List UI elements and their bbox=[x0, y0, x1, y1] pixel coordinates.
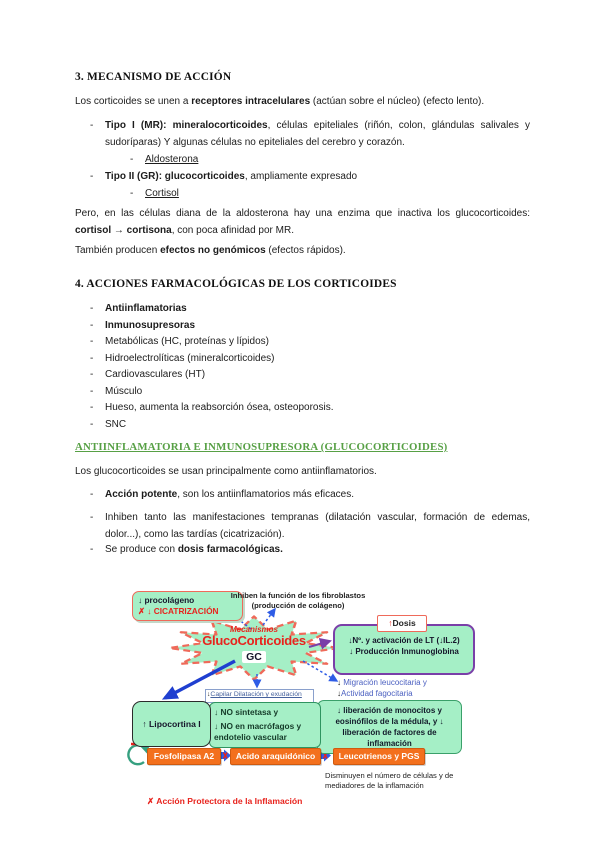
no-box bbox=[209, 702, 321, 748]
text-run-bold: cortisol → cortisona bbox=[75, 225, 172, 236]
list-item bbox=[90, 417, 530, 434]
no-line2: ↓ NO en macrófagos y endotelio vascular bbox=[214, 721, 302, 742]
fibroblastos-line1: Inhiben la función de los fibroblastos bbox=[230, 591, 366, 600]
bullet-dash: - bbox=[90, 512, 94, 523]
arrow-star-to-fibroblastos bbox=[263, 609, 275, 625]
text-run: , células epiteliales (riñón, colon, glándulas salivales y sudoríparas) Y algunas células no epiteliales del cerebro y corazón. bbox=[105, 120, 530, 148]
bullet-dash: - bbox=[90, 402, 94, 413]
accion-protectora-note: ✗ Acción Protectora de la Inflamación bbox=[147, 796, 303, 806]
text-run: , ampliamente expresado bbox=[244, 171, 358, 182]
capilar-label bbox=[205, 689, 314, 703]
bullet-text: Inhiben tanto las manifestaciones tempranas (dilatación vascular, formación de edemas, dolor...), como las tardías (cicatrización). bbox=[105, 512, 530, 540]
text-run: Los corticoides se unen a bbox=[75, 96, 192, 107]
acciones-list bbox=[90, 301, 530, 433]
bullet-text bbox=[105, 168, 530, 185]
bullet-dash: - bbox=[130, 154, 134, 165]
list-item bbox=[90, 384, 530, 401]
bullet-tipo-2 bbox=[90, 168, 530, 185]
monocitos-box: ↓ liberación de monocitos y eosinófilos de la médula, y ↓ liberación de factores de inflamación bbox=[317, 700, 462, 754]
bullet-dash: - bbox=[90, 418, 94, 430]
text-run-bold: efectos no genómicos bbox=[160, 245, 266, 256]
bullet-text bbox=[105, 541, 530, 558]
bullet-dash: - bbox=[90, 120, 94, 131]
text-run-bold: dosis farmacológicas. bbox=[177, 544, 283, 555]
list-item-text: Cardiovasculares (HT) bbox=[105, 369, 206, 380]
gc-label: GC bbox=[242, 651, 266, 663]
bullet-dash: - bbox=[90, 385, 94, 397]
text-run-bold: receptores intracelulares bbox=[191, 96, 311, 107]
down-arrow-icon: ↓ bbox=[207, 691, 211, 698]
down-arrow-icon: ↓ bbox=[337, 678, 344, 687]
text-run: (efectos rápidos). bbox=[265, 245, 346, 256]
list-item bbox=[90, 400, 530, 417]
paragraph-cortisol-cortisona bbox=[75, 205, 530, 239]
section-4-heading: 4. ACCIONES FARMACOLÓGICAS DE LOS CORTICOIDES bbox=[75, 278, 397, 290]
paragraph-glucocorticoides-uso: Los glucocorticoides se usan principalmente como antiinflamatorios. bbox=[75, 466, 377, 477]
bullet-inhiben bbox=[90, 509, 530, 543]
text-run: , con poca afinidad por MR. bbox=[171, 225, 294, 236]
paragraph-receptores bbox=[75, 93, 530, 110]
down-arrow-icon: ↓ bbox=[337, 689, 341, 698]
migracion-line bbox=[337, 677, 427, 688]
aldosterona-label: Aldosterona bbox=[145, 154, 199, 165]
list-item-text: Inmunosupresoras bbox=[105, 319, 196, 331]
migracion-text: Migración leucocitaria y bbox=[343, 678, 427, 687]
fagocitaria-text: Actividad fagocitaria bbox=[341, 689, 413, 698]
starburst-labels bbox=[175, 625, 333, 665]
cortisol-label: Cortisol bbox=[145, 188, 179, 199]
list-item bbox=[90, 367, 530, 384]
bullet-dash: - bbox=[90, 369, 94, 380]
list-item-text: Antiinflamatorias bbox=[105, 303, 187, 314]
bullet-dash: - bbox=[90, 336, 94, 347]
list-item-text: Hueso, aumenta la reabsorción ósea, osteoporosis. bbox=[105, 402, 334, 413]
bullet-dash: - bbox=[90, 489, 94, 500]
list-item bbox=[90, 351, 530, 368]
list-item-text: Músculo bbox=[105, 385, 143, 397]
lt-line2: ↓ Producción Inmunoglobina bbox=[349, 647, 459, 656]
inhibition-loop-arrow bbox=[128, 745, 147, 764]
text-run: (actúan sobre el núcleo) (efecto lento). bbox=[310, 96, 485, 107]
list-item-text: Metabólicas (HC, proteínas y lípidos) bbox=[105, 336, 269, 347]
glucocorticoides-label: GlucoCorticoides bbox=[202, 633, 306, 648]
bullet-text bbox=[105, 486, 530, 503]
section-3-heading: 3. MECANISMO DE ACCIÓN bbox=[75, 71, 232, 83]
dosis-text: Dosis bbox=[392, 618, 416, 628]
procolageno-box bbox=[132, 591, 243, 621]
fibroblastos-line2: (producción de colágeno) bbox=[251, 601, 345, 610]
list-item-text: SNC bbox=[105, 418, 127, 430]
text-run: También producen bbox=[75, 245, 161, 256]
lipocortina-box: ↑ Lipocortina I bbox=[132, 701, 211, 747]
lt-line1: ↓Nº. y activación de LT (↓IL.2) bbox=[348, 636, 460, 645]
bullet-dash: - bbox=[90, 171, 94, 182]
mecanismos-label: Mecanismos bbox=[229, 625, 279, 634]
text-run-bold: Tipo II (GR): glucocorticoides bbox=[105, 171, 245, 182]
no-line1: ↓ NO sintetasa y bbox=[214, 707, 279, 717]
bullet-dash: - bbox=[90, 319, 94, 331]
dosis-tag bbox=[377, 615, 427, 632]
sub-bullet-cortisol bbox=[130, 185, 430, 202]
text-run: , son los antiinflamatorios más eficaces. bbox=[177, 489, 354, 500]
bullet-dosis bbox=[90, 541, 530, 558]
fosfolipasa-box: Fosfolipasa A2 bbox=[147, 748, 221, 765]
sub-bullet-aldosterona bbox=[130, 151, 430, 168]
text-run-bold: Acción potente bbox=[105, 489, 178, 500]
leucotrienos-box: Leucotrienos y PGS bbox=[333, 748, 425, 765]
bullet-dash: - bbox=[90, 544, 94, 555]
list-item bbox=[90, 301, 530, 318]
capilar-text: Capilar Dilatación y exudación bbox=[210, 691, 302, 698]
list-item bbox=[90, 334, 530, 351]
bullet-accion-potente bbox=[90, 486, 530, 503]
acido-araquidonico-box: Acido araquidónico bbox=[230, 748, 321, 765]
procolageno-line1: ↓ procolágeno bbox=[138, 595, 195, 605]
cicatrizacion-line: ✗ ↓ CICATRIZACIÓN bbox=[138, 606, 219, 616]
up-arrow-icon: ↑ bbox=[388, 618, 393, 628]
disminuyen-note: Disminuyen el número de células y de mediadores de la inflamación bbox=[325, 771, 454, 790]
bullet-text bbox=[105, 117, 530, 151]
text-run: Se produce con bbox=[105, 544, 178, 555]
list-item bbox=[90, 318, 530, 335]
bullet-dash: - bbox=[90, 352, 94, 364]
list-item-text: Hidroelectrolíticas (mineralcorticoides) bbox=[105, 352, 275, 364]
mechanism-diagram bbox=[123, 585, 483, 825]
migracion-lines bbox=[337, 677, 427, 699]
bullet-tipo-1 bbox=[90, 117, 530, 151]
fibroblastos-note bbox=[229, 591, 367, 611]
text-run: Pero, en las células diana de la aldosterona hay una enzima que inactiva los glucocorticoides: bbox=[75, 208, 530, 219]
fagocitaria-line bbox=[337, 688, 427, 699]
paragraph-no-genomicos bbox=[75, 242, 530, 259]
bullet-dash: - bbox=[90, 303, 94, 314]
text-run-bold: Tipo I (MR): mineralocorticoides bbox=[105, 120, 268, 131]
bullet-dash: - bbox=[130, 188, 134, 199]
antiinflamatoria-heading: ANTIINFLAMATORIA E INMUNOSUPRESORA (GLUCOCORTICOIDES) bbox=[75, 441, 448, 453]
